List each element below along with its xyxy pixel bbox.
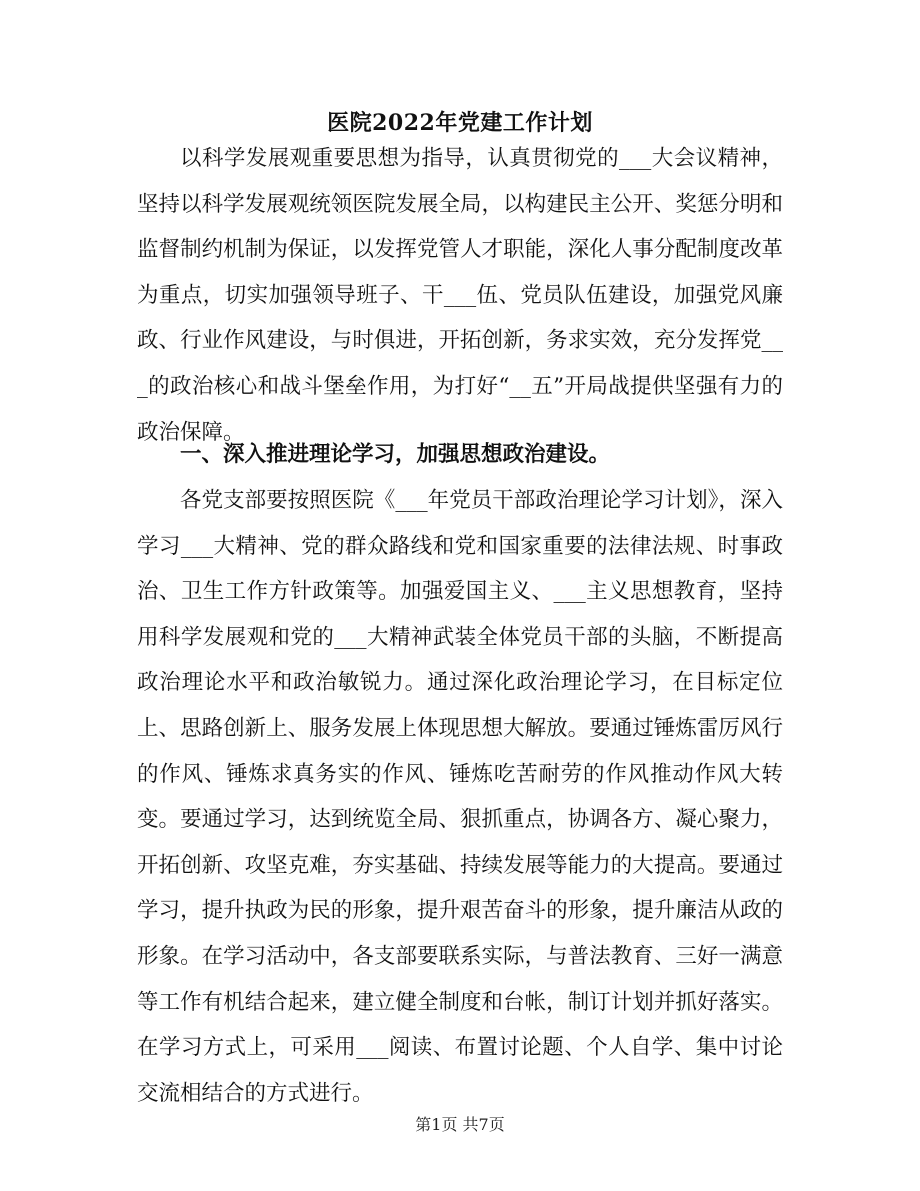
section-paragraph: 各党支部要按照医院《___年党员干部政治理论学习计划》，深入学习___大精神、党的群众路线和党和国家重要的法律法规、时事政治、卫生工作方针政策等。加强爱国主义、___主义思想教育，坚持用科学发展观和党的___大精神武装全体党员干部的头脑，不断提高政治理论水平和政治敏锐力。通过深化政治理论学习，在目标定位上、思路创新上、服务发展上体现思想大解放。要通过锤炼雷厉风行的作风、锤炼求真务实的作风、锤炼吃苦耐劳的作风推动作风大转变。要通过学习，达到统览全局、狠抓重点，协调各方、凝心聚力，开拓创新、攻坚克难，夯实基础、持续发展等能力的大提高。要通过学习，提升执政为民的形象，提升艰苦奋斗的形象，提升廉洁从政的形象。在学习活动中，各支部要联系实际，与普法教育、三好一满意等工作有机结合起来，建立健全制度和台帐，制订计划并抓好落实。在学习方式上，可采用___阅读、布置讨论题、个人自学、集中讨论交流相结合的方式进行。 <box>137 488 783 1106</box>
section-heading: 一、深入推进理论学习，加强思想政治建设。 <box>180 442 611 467</box>
document-title: 医院2022年党建工作计划 <box>327 110 593 136</box>
page-number: 第1页 共7页 <box>415 1115 505 1134</box>
intro-paragraph: 以科学发展观重要思想为指导，认真贯彻党的___大会议精神，坚持以科学发展观统领医院发展全局，以构建民主公开、奖惩分明和监督制约机制为保证，以发挥党管人才职能，深化人事分配制度改革为重点，切实加强领导班子、干___伍、党员队伍建设，加强党风廉政、行业作风建设，与时俱进，开拓创新，务求实效，充分发挥党___的政治核心和战斗堡垒作用，为打好“__五”开局战提供坚强有力的政治保障。 <box>137 146 783 445</box>
